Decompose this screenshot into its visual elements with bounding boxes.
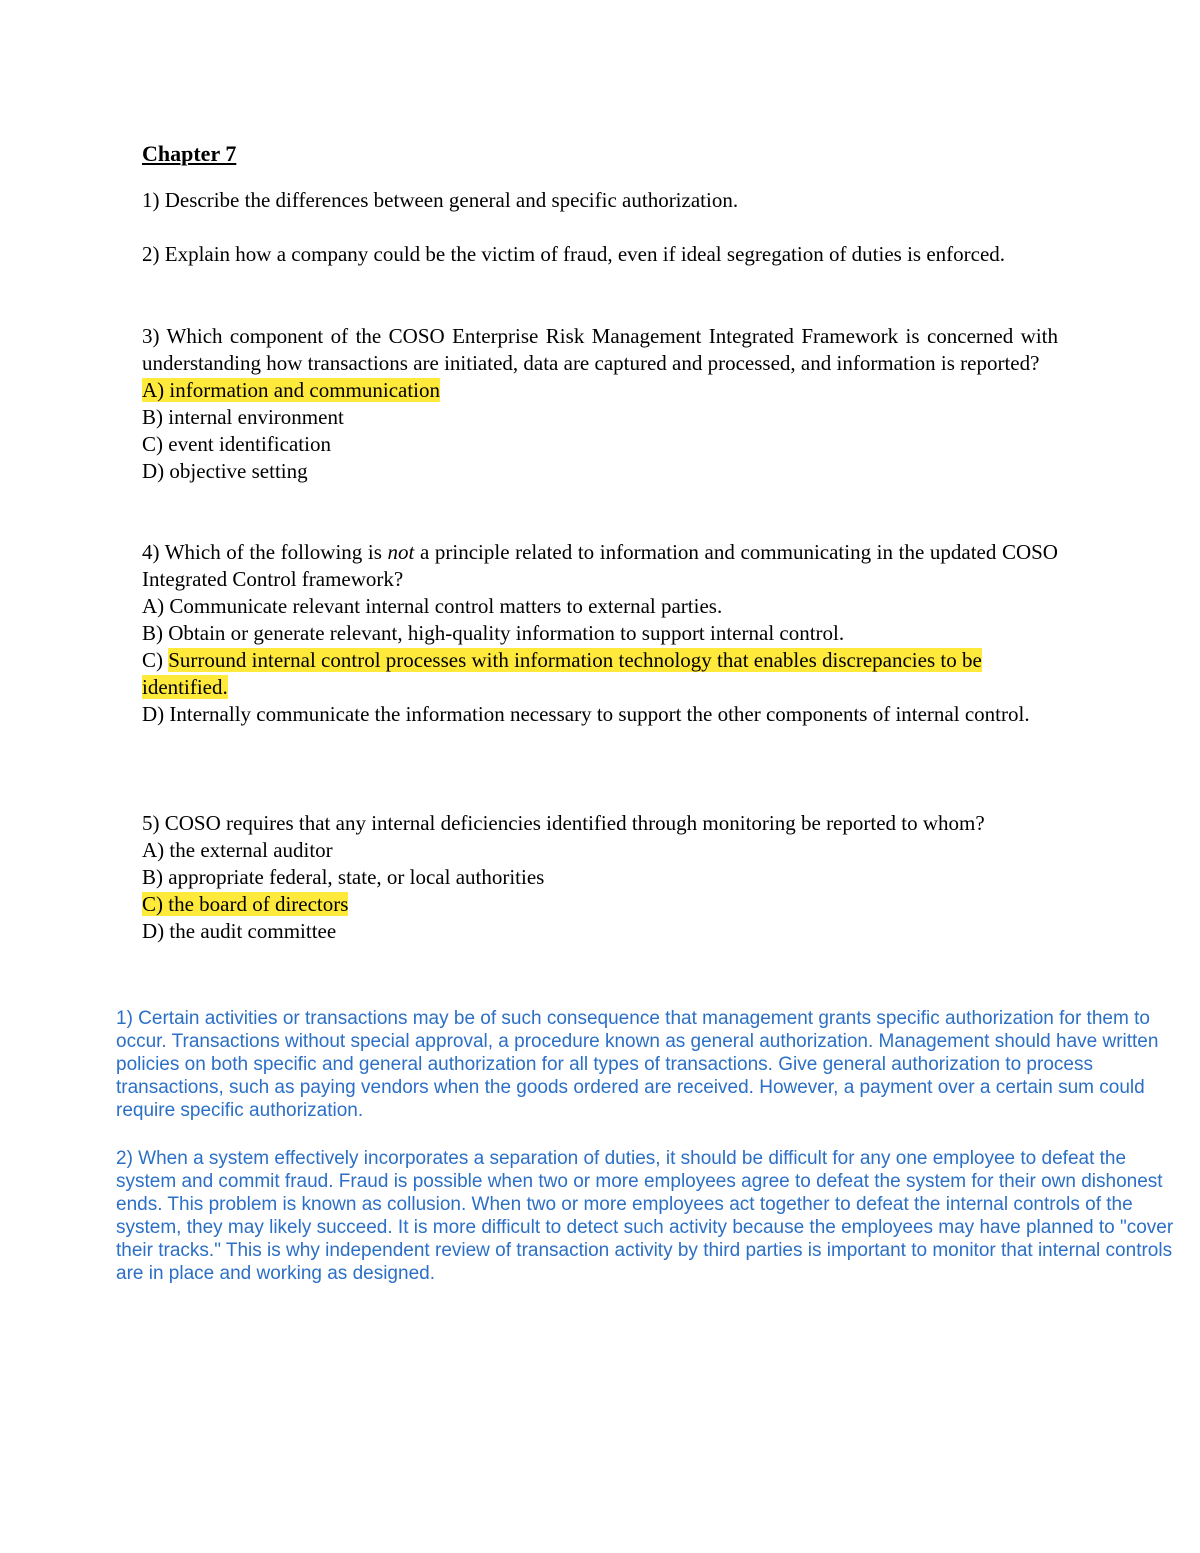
question-2	[142, 241, 1058, 268]
question-3-option-a	[142, 377, 1058, 404]
question-5-option-d: D) the audit committee	[142, 919, 337, 943]
question-5-stem: 5) COSO requires that any internal deficiencies identified through monitoring be reported to whom?	[142, 811, 985, 835]
highlighted-answer: A) information and communication	[142, 378, 441, 402]
question-5-option-a: A) the external auditor	[142, 838, 333, 862]
question-4-option-b: B) Obtain or generate relevant, high-quality information to support internal control.	[142, 621, 845, 645]
chapter-title: Chapter 7	[142, 141, 237, 166]
question-3-option-b: B) internal environment	[142, 405, 344, 429]
question-4-option-a: A) Communicate relevant internal control matters to external parties.	[142, 594, 723, 618]
question-4-stem-italic: not	[387, 540, 415, 564]
question-4-stem-before: 4) Which of the following is	[142, 540, 388, 564]
question-5-option-c	[142, 891, 1058, 918]
answer-2-text: 2) When a system effectively incorporates a separation of duties, it should be difficult for any one employee to defeat the system and commit fraud. Fraud is possible when two or more employees agree to defeat the system for their own dishonest ends. This problem is known as collusion. When two or more employees act together to defeat the internal controls of the system, they may likely succeed. It is more difficult to detect such activity because the employees may have planned to "cover their tracks." This is why independent review of transaction activity by third parties is important to monitor that internal controls are in place and working as designed.	[116, 1148, 1174, 1284]
highlighted-answer: Surround internal control processes with information technology that enables discrepancies to be identified.	[142, 648, 982, 699]
question-3	[142, 323, 1058, 485]
question-4-option-c-prefix: C)	[142, 648, 169, 672]
question-3-stem: 3) Which component of the COSO Enterprise Risk Management Integrated Framework is concerned with understanding how transactions are initiated, data are captured and processed, and information is reported?	[142, 324, 1058, 375]
question-4-option-d: D) Internally communicate the information necessary to support the other components of internal control.	[142, 702, 1030, 726]
question-3-option-d: D) objective setting	[142, 459, 308, 483]
question-2-text: 2) Explain how a company could be the victim of fraud, even if ideal segregation of duties is enforced.	[142, 242, 1006, 266]
question-4-stem	[142, 539, 1058, 593]
question-4	[142, 539, 1058, 728]
question-1-text: 1) Describe the differences between general and specific authorization.	[142, 188, 739, 212]
answer-1	[116, 1007, 1186, 1122]
answer-1-text: 1) Certain activities or transactions may be of such consequence that management grants specific authorization for them to occur. Transactions without special approval, a procedure known as general authorization. Management should have written policies on both specific and general authorization for all types of transactions. Give general authorization to process transactions, such as paying vendors when the goods ordered are received. However, a payment over a certain sum could require specific authorization.	[116, 1008, 1159, 1121]
highlighted-answer: C) the board of directors	[142, 892, 349, 916]
question-5-option-b: B) appropriate federal, state, or local authorities	[142, 865, 545, 889]
question-5	[142, 810, 1058, 945]
answer-2	[116, 1147, 1186, 1285]
question-3-option-c: C) event identification	[142, 432, 331, 456]
question-4-option-c	[142, 647, 1058, 701]
question-4-stem-after: a principle related to information and communicating in the updated COSO Integrated Control framework?	[142, 540, 1058, 591]
question-1	[142, 187, 1058, 214]
